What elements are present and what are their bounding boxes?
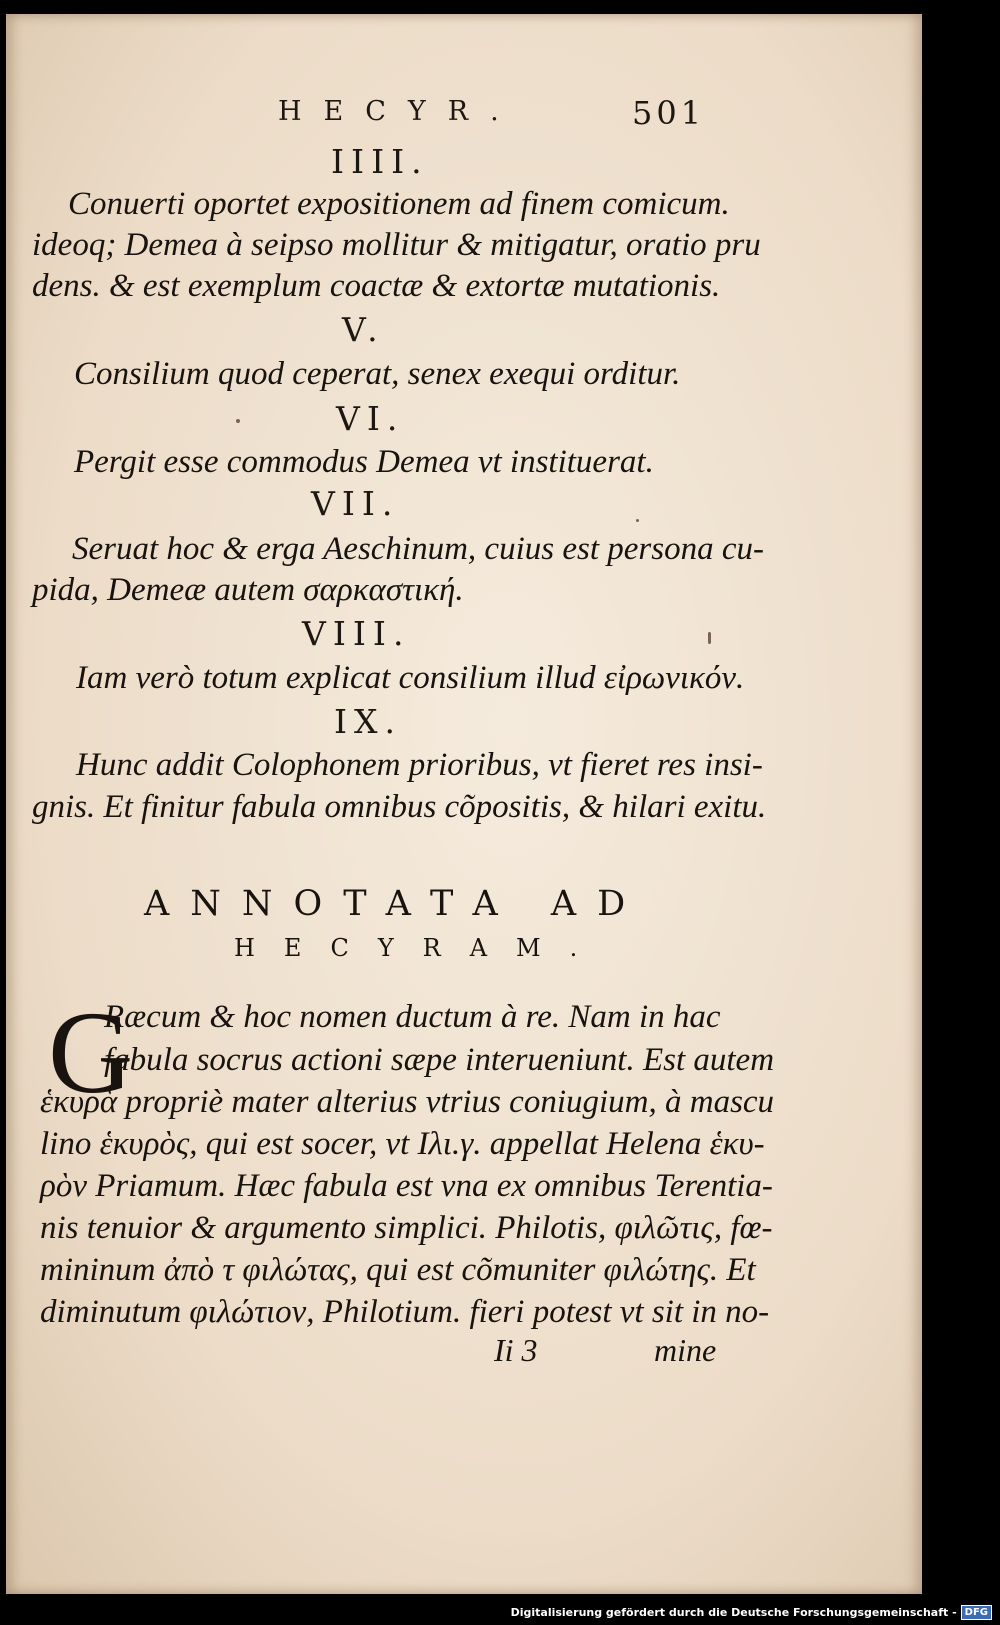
text-line: Iam verò totum explicat consilium illud εἰρωνικόν. xyxy=(76,660,745,696)
annotata-heading: ANNOTATA AD xyxy=(144,884,647,924)
text-line: Consilium quod ceperat, senex exequi orditur. xyxy=(74,356,681,392)
text-line: gnis. Et finitur fabula omnibus cõpositis, & hilari exitu. xyxy=(32,789,767,825)
paper-speck xyxy=(636,519,639,522)
text-line: ρὸν Priamum. Hæc fabula est vna ex omnibus Terentia- xyxy=(40,1168,773,1204)
section-numeral: IIII. xyxy=(331,142,429,181)
text-line: fabula socrus actioni sæpe interueniunt. Est autem xyxy=(104,1042,775,1078)
text-line: ἑκυρὰ propriè mater alterius vtrius coniugium, à mascu xyxy=(40,1084,775,1120)
section-numeral: V. xyxy=(342,310,385,349)
paper-speck xyxy=(236,419,240,423)
section-numeral: IX. xyxy=(334,702,403,741)
text-line: Conuerti oportet expositionem ad finem comicum. xyxy=(68,186,730,222)
drop-cap-initial: G xyxy=(48,987,134,1118)
section-numeral: VIII. xyxy=(302,614,411,653)
paper-speck xyxy=(708,632,711,644)
text-line: diminutum φιλώτιον, Philotium. fieri potest vt sit in no- xyxy=(40,1294,770,1330)
section-numeral: VII. xyxy=(311,484,400,523)
text-line: Hunc addit Colophonem prioribus, vt fieret res insi- xyxy=(76,747,763,783)
text-line: Pergit esse commodus Demea vt instituerat. xyxy=(74,444,654,480)
text-line: ideoq; Demea à seipso mollitur & mitigatur, oratio pru xyxy=(32,227,761,263)
catchword: mine xyxy=(654,1332,717,1368)
section-numeral: VI. xyxy=(336,399,405,438)
text-line: Seruat hoc & erga Aeschinum, cuius est persona cu- xyxy=(72,531,764,567)
text-line: mininum ἀπὸ τ φιλώτας, qui est cõmuniter φιλώτης. Et xyxy=(40,1252,756,1288)
running-head: HECYR. xyxy=(278,96,521,127)
text-line: nis tenuior & argumento simplici. Philotis, φιλῶτις, fœ- xyxy=(40,1210,773,1246)
text-line: lino ἑκυρὸς, qui est socer, vt Ιλι.γ. appellat Helena ἑκυ- xyxy=(40,1126,765,1162)
signature-mark: Ii 3 xyxy=(494,1332,538,1368)
text-line: Ræcum & hoc nomen ductum à re. Nam in hac xyxy=(104,999,721,1035)
dfg-logo: DFG xyxy=(961,1605,992,1620)
text-line: dens. & est exemplum coactæ & extortæ mutationis. xyxy=(32,268,721,304)
text-line: pida, Demeæ autem σαρκαστική. xyxy=(32,572,464,608)
page-number: 501 xyxy=(632,94,706,132)
book-page xyxy=(6,14,922,1594)
digitization-note: Digitalisierung gefördert durch die Deutsche Forschungsgemeinschaft - xyxy=(510,1605,957,1619)
digitization-credit xyxy=(511,1603,992,1621)
annotata-subheading: HECYRAM. xyxy=(234,934,607,962)
